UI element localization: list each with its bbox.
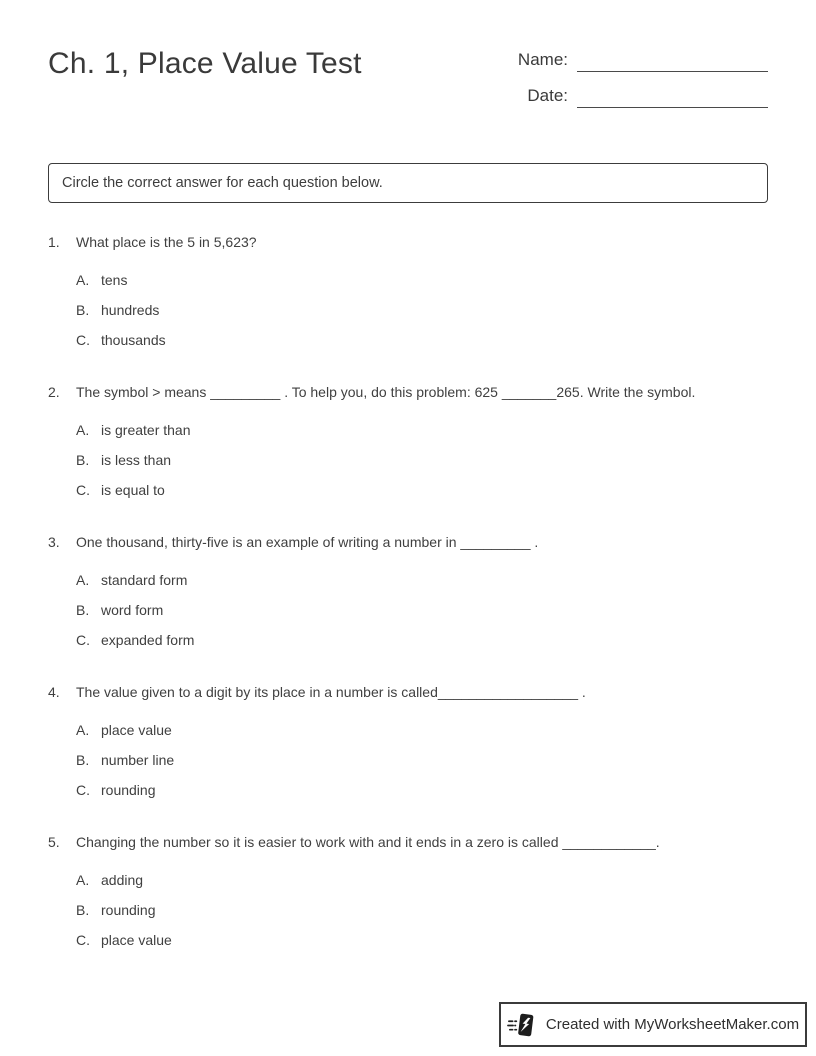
name-blank-line (577, 48, 768, 72)
question-line (48, 532, 768, 552)
option-text: place value (101, 932, 172, 948)
question-text: One thousand, thirty-five is an example of writing a number in _________ . (76, 534, 539, 550)
option-text: word form (101, 602, 164, 618)
option-letter: C. (76, 932, 90, 948)
option-letter: A. (76, 572, 90, 588)
answer-option-a (76, 865, 768, 895)
option-letter: B. (76, 302, 90, 318)
options (76, 252, 768, 355)
question-5 (48, 832, 768, 955)
options (76, 402, 768, 505)
question-line (48, 382, 768, 402)
answer-option-b (76, 445, 768, 475)
option-letter: B. (76, 752, 90, 768)
option-text: standard form (101, 572, 188, 588)
option-letter: C. (76, 482, 90, 498)
question-text: Changing the number so it is easier to work with and it ends in a zero is called ____________. (76, 834, 660, 850)
question-number: 5. (48, 834, 60, 850)
question-line (48, 832, 768, 852)
page-title: Ch. 1, Place Value Test (48, 47, 362, 80)
option-letter: B. (76, 452, 90, 468)
question-line (48, 232, 768, 252)
option-text: hundreds (101, 302, 160, 318)
option-letter: A. (76, 872, 90, 888)
answer-option-a (76, 415, 768, 445)
name-field-row (518, 48, 768, 72)
date-blank-line (577, 84, 768, 108)
option-letter: B. (76, 902, 90, 918)
date-field-row (518, 84, 768, 108)
name-date-block (518, 46, 768, 120)
option-text: number line (101, 752, 175, 768)
answer-option-c (76, 475, 768, 505)
option-text: expanded form (101, 632, 195, 648)
option-text: tens (101, 272, 128, 288)
answer-option-c (76, 925, 768, 955)
option-text: place value (101, 722, 172, 738)
question-number: 3. (48, 534, 60, 550)
option-letter: C. (76, 632, 90, 648)
option-letter: C. (76, 782, 90, 798)
question-3 (48, 532, 768, 655)
option-text: adding (101, 872, 144, 888)
question-number: 2. (48, 384, 60, 400)
header (48, 46, 768, 120)
option-text: thousands (101, 332, 166, 348)
option-text: rounding (101, 902, 156, 918)
date-label: Date: (527, 86, 568, 105)
question-2 (48, 382, 768, 505)
options (76, 852, 768, 955)
instruction-box (48, 163, 768, 203)
question-text: What place is the 5 in 5,623? (76, 234, 257, 250)
answer-option-a (76, 565, 768, 595)
answer-option-a (76, 265, 768, 295)
option-text: rounding (101, 782, 156, 798)
option-letter: A. (76, 722, 90, 738)
answer-option-c (76, 775, 768, 805)
credit-text: Created with MyWorksheetMaker.com (545, 1016, 800, 1033)
credit-badge (499, 1002, 807, 1047)
answer-option-c (76, 325, 768, 355)
worksheet-maker-logo-icon (507, 1010, 537, 1040)
question-4 (48, 682, 768, 805)
option-letter: A. (76, 422, 90, 438)
option-text: is greater than (101, 422, 191, 438)
options (76, 552, 768, 655)
answer-option-b (76, 745, 768, 775)
options (76, 702, 768, 805)
question-text: The value given to a digit by its place in a number is called__________________ . (76, 684, 586, 700)
answer-option-b (76, 595, 768, 625)
option-letter: B. (76, 602, 90, 618)
instruction-text: Circle the correct answer for each question below. (62, 175, 383, 191)
name-label: Name: (517, 50, 568, 69)
answer-option-b (76, 895, 768, 925)
option-text: is equal to (101, 482, 165, 498)
option-letter: C. (76, 332, 90, 348)
question-1 (48, 232, 768, 355)
question-number: 1. (48, 234, 60, 250)
question-line (48, 682, 768, 702)
question-list (48, 232, 768, 955)
question-number: 4. (48, 684, 60, 700)
option-text: is less than (101, 452, 172, 468)
answer-option-a (76, 715, 768, 745)
option-letter: A. (76, 272, 90, 288)
question-text: The symbol > means _________ . To help you, do this problem: 625 _______265. Write the symbol. (76, 384, 696, 400)
answer-option-c (76, 625, 768, 655)
answer-option-b (76, 295, 768, 325)
